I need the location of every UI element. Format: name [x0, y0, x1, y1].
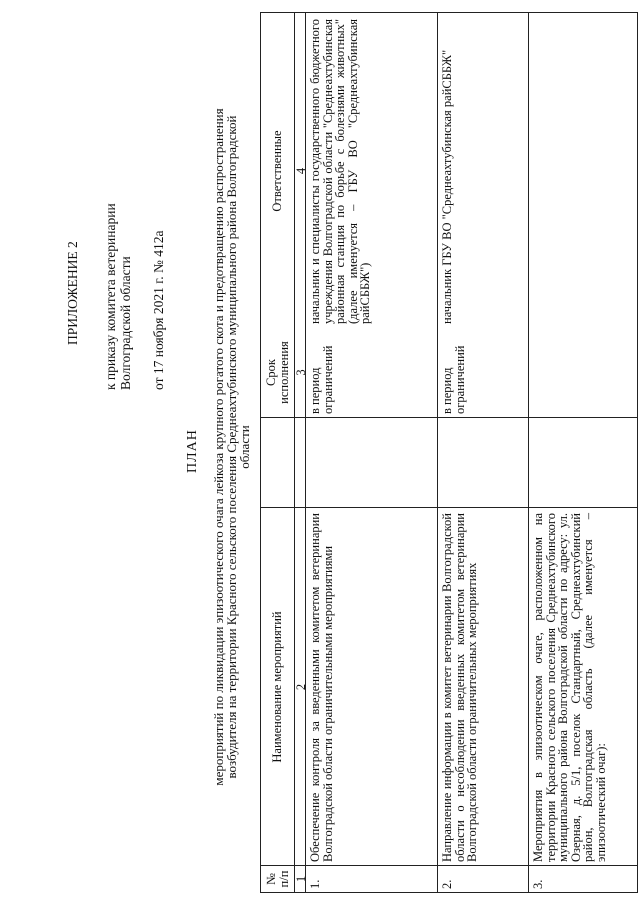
col-divider-1 [260, 865, 638, 866]
table-border-left [260, 892, 638, 893]
col-divider-2 [260, 507, 638, 508]
table-border-bottom [637, 12, 638, 893]
header-term: Срок исполнения [264, 341, 291, 404]
colnum-3: 3 [294, 369, 308, 376]
order-date: от 17 ноября 2021 г. № 412а [151, 230, 166, 390]
row-2-name: Направление информации в комитет ветеринарии Волгоградской области о несоблюдении введенных комитетом ветеринарии Волгоградской области ограничительных мероприятиях [440, 513, 479, 862]
table-border-right [260, 12, 638, 13]
appendix-line-2: Волгоградской области [118, 256, 133, 390]
colnum-2: 2 [294, 683, 308, 691]
row-1-num: 1. [308, 879, 322, 889]
table-border-top [260, 12, 261, 893]
row-3-num: 3. [531, 879, 545, 889]
col-divider-3 [260, 417, 638, 418]
colnum-4: 4 [294, 167, 308, 175]
colnum-1: 1 [294, 875, 308, 883]
appendix-label: ПРИЛОЖЕНИЕ 2 [65, 241, 80, 345]
row-1-resp: начальник и специалисты государственного бюджетного учреждения Волгоградской области "Среднеахтубинская районная станция по борьбе с болезнями животных" (далее именуется – ГБУ ВО "Среднеахтубинская райСББЖ") [308, 19, 372, 324]
row-divider-2 [528, 12, 529, 893]
header-resp: Ответственные [270, 130, 284, 212]
plan-subtitle: мероприятий по ликвидации эпизоотического очага лейкоза крупного рогатого скота и предотвращению распространения возбудителя на территории Красного сельского поселения Среднеахтубинского муниципального района Волгоградской области [211, 108, 252, 786]
row-2-resp: начальник ГБУ ВО "Среднеахтубинская райСББЖ" [440, 49, 454, 324]
row-2-num: 2. [440, 879, 454, 889]
plan-table [260, 12, 638, 893]
plan-title: ПЛАН [185, 429, 200, 473]
appendix-line-1: к приказу комитета ветеринарии [103, 203, 118, 390]
row-divider-1 [437, 12, 438, 893]
row-1-term: в период ограничений [308, 345, 335, 414]
header-num: № п/п [264, 870, 291, 888]
row-3-name: Мероприятия в эпизоотическом очаге, расположенном на территории Красного сельского поселения Среднеахтубинского муниципального района Волгоградской области по адресу: ул. Озерная, д. 5/1, поселок Стандартный, Среднеахтубинский район, Волгоградская область (далее именуется – эпизоотический очаг): [531, 513, 608, 862]
row-2-term: в период ограничений [440, 345, 467, 414]
row-1-name: Обеспечение контроля за введенными комитетом ветеринарии Волгоградской области ограничительными мероприятиями [308, 513, 335, 862]
header-name: Наименование мероприятий [270, 611, 284, 763]
